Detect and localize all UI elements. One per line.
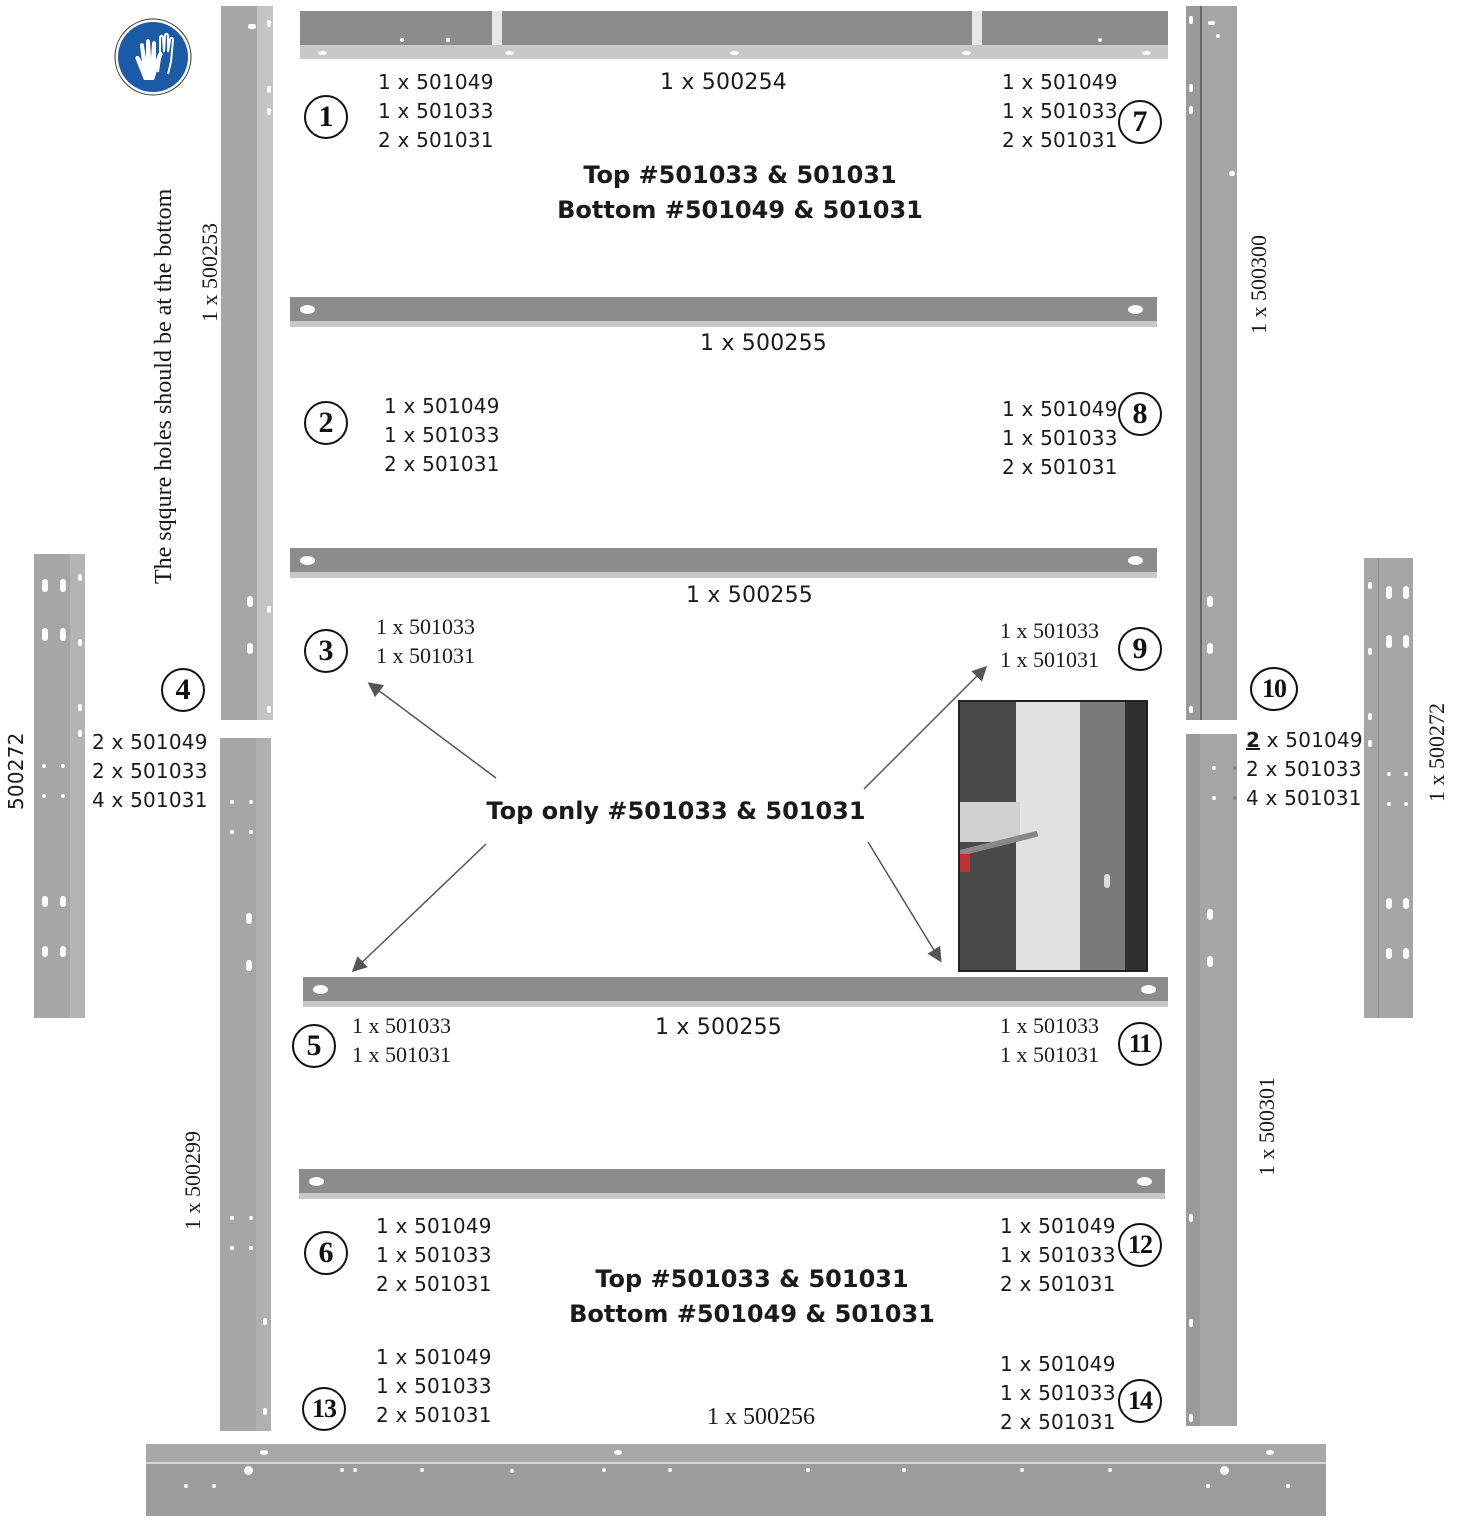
position-1-badge: 1 <box>304 95 348 139</box>
position-3-items: 1 x 501033 1 x 501031 <box>376 614 475 668</box>
bottom-section-line1: Top #501033 & 501031 <box>595 1265 909 1293</box>
position-5-items: 1 x 501033 1 x 501031 <box>352 1013 451 1067</box>
position-12-items: 1 x 501049 1 x 501033 2 x 501031 <box>1000 1214 1116 1296</box>
position-9-items: 1 x 501033 1 x 501031 <box>1000 618 1099 672</box>
position-13-badge: 13 <box>302 1387 346 1431</box>
position-9-badge: 9 <box>1118 627 1162 671</box>
right-splice-label: 1 x 500272 <box>1424 703 1449 802</box>
square-holes-note: The sqqure holes should be at the bottom <box>151 188 177 584</box>
top-section-line2: Bottom #501049 & 501031 <box>557 196 923 224</box>
position-5-badge: 5 <box>292 1024 336 1068</box>
position-14-items: 1 x 501049 1 x 501033 2 x 501031 <box>1000 1352 1116 1434</box>
left-splice-label: 500272 <box>4 732 28 810</box>
bottom-beam-label: 1 x 500256 <box>707 1404 815 1430</box>
right-lower-post-label: 1 x 500301 <box>1254 1077 1279 1176</box>
beam-3-label: 1 x 500255 <box>686 583 813 608</box>
position-13-items: 1 x 501049 1 x 501033 2 x 501031 <box>376 1345 492 1427</box>
position-11-items: 1 x 501033 1 x 501031 <box>1000 1013 1099 1067</box>
position-11-badge: 11 <box>1118 1022 1162 1066</box>
top-section-line1: Top #501033 & 501031 <box>583 161 897 189</box>
position-12-badge: 12 <box>1118 1223 1162 1267</box>
right-upper-post-label: 1 x 500300 <box>1246 235 1271 334</box>
position-2-badge: 2 <box>304 401 348 445</box>
middle-section-label: Top only #501033 & 501031 <box>486 797 866 825</box>
position-7-items: 1 x 501049 1 x 501033 2 x 501031 <box>1002 70 1118 152</box>
position-1-items: 1 x 501049 1 x 501033 2 x 501031 <box>378 70 494 152</box>
beam-5-label: 1 x 500255 <box>655 1015 782 1040</box>
position-6-badge: 6 <box>304 1231 348 1275</box>
position-14-badge: 14 <box>1118 1379 1162 1423</box>
position-4-items: 2 x 501049 2 x 501033 4 x 501031 <box>92 730 208 812</box>
bottom-section-line2: Bottom #501049 & 501031 <box>569 1300 935 1328</box>
screwdriver-fastening-photo <box>958 700 1148 972</box>
left-upper-post-label: 1 x 500253 <box>197 223 222 322</box>
position-10-items: 2 x 501049 2 x 501033 4 x 501031 <box>1246 728 1363 810</box>
position-8-items: 1 x 501049 1 x 501033 2 x 501031 <box>1002 397 1118 479</box>
left-lower-post-label: 1 x 500299 <box>180 1131 205 1230</box>
position-2-items: 1 x 501049 1 x 501033 2 x 501031 <box>384 394 500 476</box>
position-8-badge: 8 <box>1118 392 1162 436</box>
position-4-badge: 4 <box>161 668 205 712</box>
position-10-badge: 10 <box>1250 667 1298 711</box>
top-beam-label: 1 x 500254 <box>660 70 787 95</box>
beam-2-label: 1 x 500255 <box>700 331 827 356</box>
position-3-badge: 3 <box>304 629 348 673</box>
position-7-badge: 7 <box>1118 100 1162 144</box>
position-6-items: 1 x 501049 1 x 501033 2 x 501031 <box>376 1214 492 1296</box>
